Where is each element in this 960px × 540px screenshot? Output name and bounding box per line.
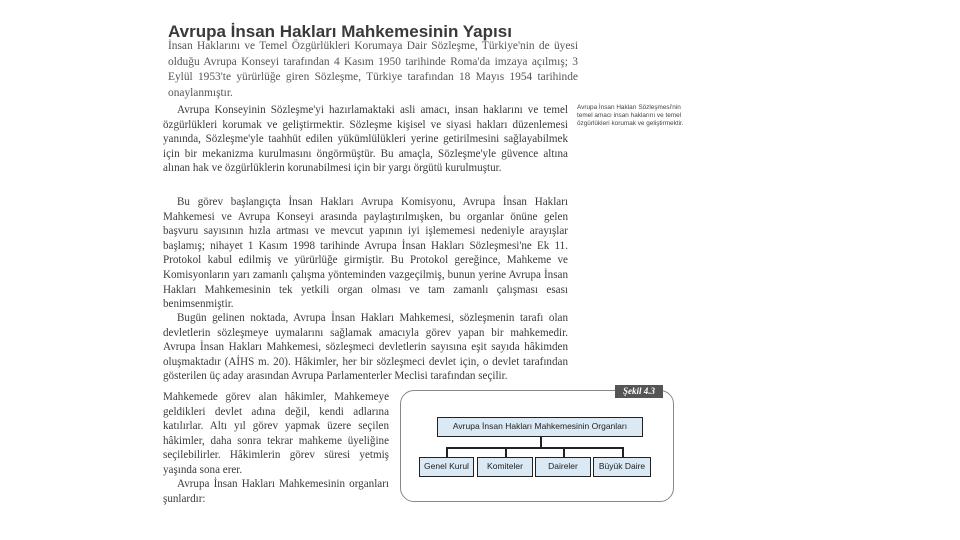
connector-branch: [446, 447, 448, 457]
diagram-root-box: Avrupa İnsan Hakları Mahkemesinin Organları: [437, 417, 643, 437]
page-title: Avrupa İnsan Hakları Mahkemesinin Yapısı: [168, 22, 512, 41]
body-paragraph-2: Bu görev başlangıçta İnsan Hakları Avrupa Komisyonu, Avrupa İnsan Hakları Mahkemesi ve Avrupa Konseyi arasında paylaştırılmışken, bu organlar önüne gelen başvuru sayısının hızla artması ve mevcut yapının iyi işlememesi nedeniyle arayışlar başlamış; nihayet 1 Kasım 1998 tarihinde Avrupa İnsan Hakları Sözleşmesi'ne Ek 11. Protokol kabul edilmiş ve yürürlüğe girmiştir. Bu Protokol gereğince, Mahkeme ve Komisyonların yarı zamanlı çalışma yönteminden vazgeçilmiş, bunun yerine Avrupa İnsan Hakları Mahkemesinin tek yetkili organ olması ve tam zamanlı çalışması esası benimsenmiştir.: [163, 196, 568, 311]
body-paragraph-4: Mahkemede görev alan hâkimler, Mahkemeye geldikleri devlet adına değil, kendi adlarına katılırlar. Altı yıl görev yapmak üzere seçilen hâkimler, daha sonra tekrar mahkeme üyeliğine seçilebilirler. Hâkimlerin görev süresi yetmiş yaşında sona erer.: [163, 391, 389, 476]
body-paragraph-5: Avrupa İnsan Hakları Mahkemesinin organları şunlardır:: [163, 478, 389, 505]
body-paragraph-3: Bugün gelinen noktada, Avrupa İnsan Hakları Mahkemesi, sözleşmenin tarafı olan devletlerin sözleşmeye uymalarını sağlamak amacıyla görev yapan bir mahkemedir. Avrupa İnsan Hakları Mahkemesi, sözleşmeci devletlerin sayısına eşit sayıda hâkimden oluşmaktadır (AİHS m. 20). Hâkimler, her bir sözleşmeci devlet için, o devlet tarafından gösterilen üç aday arasından Avrupa Parlamenterler Meclisi tarafından seçilir.: [163, 312, 568, 383]
organ-box-daireler: Daireler: [535, 457, 591, 477]
connector-branch: [505, 447, 507, 457]
connector-branch: [622, 447, 624, 457]
body-paragraph-1: Avrupa Konseyinin Sözleşme'yi hazırlamaktaki asli amacı, insan haklarını ve temel özgürlükleri korumak ve geliştirmektir. Sözleşme kişisel ve siyasi hakları düzenlemesi yanında, Sözleşme'yle taahhüt edilen yükümlülükleri yerine getirilmesini sağlayabilmek için bir mekanizma kurulmasını öngörmüştür. Bu amaçla, Sözleşme'yle güvence altına alınan hak ve özgürlüklerin korunabilmesi için bir yargı örgütü kurulmuştur.: [163, 104, 568, 175]
organ-box-genel-kurul: Genel Kurul: [419, 457, 474, 477]
organ-box-komiteler: Komiteler: [477, 457, 533, 477]
figure-organs-diagram: [400, 386, 674, 502]
organ-box-buyuk-daire: Büyük Daire: [593, 457, 651, 477]
intro-paragraph: İnsan Haklarını ve Temel Özgürlükleri Korumaya Dair Sözleşme, Türkiye'nin de üyesi olduğu Avrupa Konseyi tarafından 4 Kasım 1950 tarihinde Roma'da imzaya açılmış; 3 Eylül 1953'te yürürlüğe giren Sözleşme, Türkiye tarafından 18 Mayıs 1954 tarihinde onaylanmıştır.: [168, 40, 578, 99]
figure-label: Şekil 4.3: [615, 385, 663, 398]
margin-note: Avrupa İnsan Hakları Sözleşmesi'nin temel amacı insan haklarını ve temel özgürlükleri korumak ve geliştirmektir.: [577, 104, 684, 128]
connector-branch: [563, 447, 565, 457]
connector-horizontal: [446, 447, 623, 449]
connector-vertical: [540, 437, 542, 447]
